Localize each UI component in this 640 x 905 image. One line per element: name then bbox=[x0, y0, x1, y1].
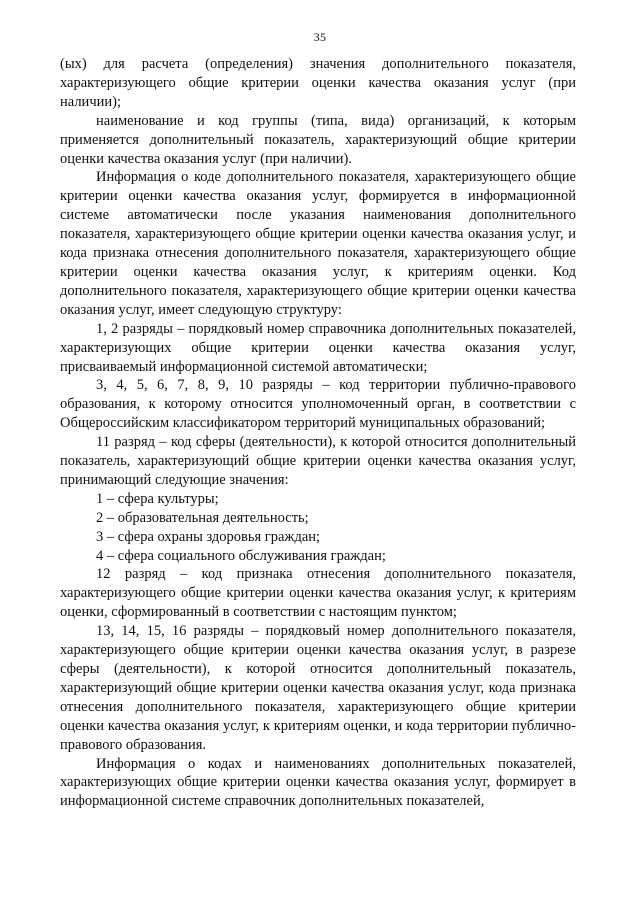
page-number: 35 bbox=[313, 30, 327, 44]
paragraph-codes-info: Информация о кодах и наименованиях дополнительных показателей, характеризующих общие критерии оценки качества оказания услуг, формирует в информационной системе справочник дополнительных показателей, bbox=[60, 755, 576, 810]
paragraph-digits-3-10: 3, 4, 5, 6, 7, 8, 9, 10 разряды – код территории публично-правового образования, к которому относится уполномоченный орган, в соответствии с Общероссийским классификатором территорий муниципальных образований; bbox=[60, 377, 576, 432]
list-item-health: 3 – сфера охраны здоровья граждан; bbox=[96, 528, 321, 545]
paragraph-continuation: (ых) для расчета (определения) значения дополнительного показателя, характеризующего общие критерии оценки качества оказания услуг (при наличии); bbox=[60, 56, 576, 110]
paragraph-digits-1-2: 1, 2 разряды – порядковый номер справочника дополнительных показателей, характеризующих общие критерии оценки качества оказания услуг, присваиваемый информационной системой автоматически; bbox=[60, 320, 576, 375]
paragraph-digits-13-16: 13, 14, 15, 16 разряды – порядковый номер дополнительного показателя, характеризующего общие критерии оценки качества оказания услуг, в разрезе сферы (деятельности), к которой относится дополнительный показатель, характеризующий общие критерии оценки качества оказания услуг, кода признака отнесения дополнительного показателя, характеризующего общие критерии оценки качества оказания услуг, к критериям оценки, и кода территории публично-правового образования. bbox=[60, 623, 576, 753]
paragraph-digit-12: 12 разряд – код признака отнесения дополнительного показателя, характеризующего общие критерии оценки качества оказания услуг, к критериям оценки, сформированный в соответствии с настоящим пунктом; bbox=[60, 566, 576, 621]
paragraph-organization-group: наименование и код группы (типа, вида) организаций, к которым применяется дополнительный показатель, характеризующий общие критерии оценки качества оказания услуг (при наличии). bbox=[60, 112, 576, 167]
paragraph-digit-11: 11 разряд – код сферы (деятельности), к которой относится дополнительный показатель, характеризующий общие критерии оценки качества оказания услуг, принимающий следующие значения: bbox=[60, 434, 576, 488]
paragraph-code-info: Информация о коде дополнительного показателя, характеризующего общие критерии оценки качества оказания услуг, формируется в информационной системе автоматически после указания наименования дополнительного показателя, характеризующего общие критерии оценки качества оказания услуг, и кода признака отнесения дополнительного показателя, характеризующего общие критерии оценки качества оказания услуг, к критериям оценки. Код дополнительного показателя, характеризующего общие критерии оценки качества оказания услуг, имеет следующую структуру: bbox=[60, 169, 576, 318]
document-body bbox=[60, 55, 576, 811]
list-item-education: 2 – образовательная деятельность; bbox=[96, 509, 309, 526]
list-item-social: 4 – сфера социального обслуживания граждан; bbox=[96, 547, 386, 564]
list-item-culture: 1 – сфера культуры; bbox=[96, 490, 219, 507]
